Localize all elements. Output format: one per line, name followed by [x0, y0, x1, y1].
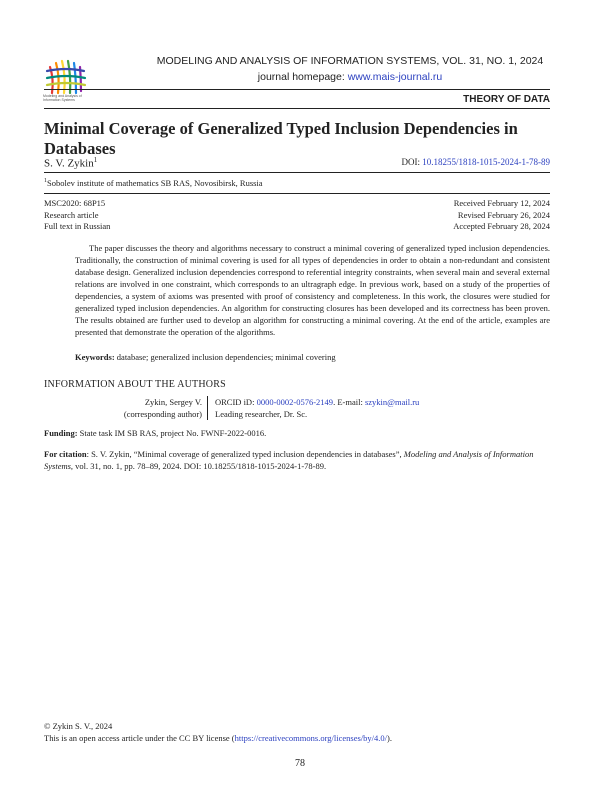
section-label: THEORY OF DATA: [463, 94, 550, 105]
keywords-label: Keywords:: [75, 352, 115, 362]
affiliation-text: Sobolev institute of mathematics SB RAS, Novosibirsk, Russia: [47, 178, 263, 188]
journal-title: MODELING AND ANALYSIS OF INFORMATION SYSTEMS, VOL. 31, NO. 1, 2024: [156, 55, 544, 67]
funding-text: State task IM SB RAS, project No. FWNF-2022-0016.: [77, 428, 267, 438]
msc-code: MSC2020: 68P15: [44, 198, 106, 208]
page-number: 78: [295, 758, 305, 769]
affiliation-sup: 1: [44, 178, 47, 185]
article-meta: [44, 198, 110, 233]
license-link[interactable]: https://creativecommons.org/licenses/by/4.0/: [234, 733, 387, 743]
doi-label: DOI:: [401, 157, 423, 167]
license-end: ).: [387, 733, 392, 743]
citation: [44, 448, 550, 472]
article-dates: [453, 198, 550, 233]
author-line: [44, 156, 97, 170]
author-role: (corresponding author): [123, 409, 202, 419]
citation-label: For citation: [44, 449, 87, 459]
doi: [402, 157, 551, 167]
email-label: . E-mail:: [333, 397, 365, 407]
divider: [44, 193, 550, 194]
received-date: Received February 12, 2024: [453, 198, 550, 208]
revised-date: Revised February 26, 2024: [457, 209, 550, 220]
authors-heading: INFORMATION ABOUT THE AUTHORS: [44, 379, 226, 390]
author-divider: [207, 396, 208, 420]
keywords-text: database; generalized inclusion dependencies; minimal covering: [114, 352, 336, 362]
author-sup: 1: [93, 156, 98, 164]
orcid-link[interactable]: 0000-0002-0576-2149: [256, 397, 334, 407]
license-text: This is an open access article under the CC BY license (: [44, 733, 235, 743]
abstract: The paper discusses the theory and algorithms necessary to construct a minimal covering of generalized typed inclusion dependencies. Traditionally, the construction of minimal covering is used for all types of dependencies in order to obtain a non-redundant and consistent database design. Generalized inclusion dependencies correspond to referential integrity constraints, when several main and several external relations are involved in one constraint, which corresponds to an ultragraph edge. In previous work, based on a study of the properties of dependencies, a system of axioms was presented with proof of consistency and completeness. In this work, the closures were studied for generalized typed inclusion dependencies. An algorithm for constructing closures has been developed and its correctness has been proven. The results obtained are further used to develop an algorithm for constructing a minimal covering. At the end of the article, examples are presented that demonstrate the operation of the algorithms.: [75, 243, 550, 337]
email-link[interactable]: szykin@mail.ru: [364, 397, 420, 407]
paper-title: Minimal Coverage of Generalized Typed Inclusion Dependencies in Databases: [44, 119, 518, 158]
citation-text-end: , vol. 31, no. 1, pp. 78–89, 2024. DOI: 10.18255/1818-1015-2024-1-78-89.: [70, 461, 327, 471]
license-line: [44, 732, 392, 744]
homepage-label: journal homepage:: [257, 71, 348, 83]
article-language: Full text in Russian: [44, 221, 111, 231]
homepage-link[interactable]: www.mais-journal.ru: [347, 71, 443, 83]
author-identity: [44, 396, 202, 420]
logo-caption: Modeling and Analysis of Information Systems: [43, 94, 82, 102]
funding-label: Funding:: [44, 428, 78, 438]
funding: [44, 428, 266, 438]
affiliation: [44, 178, 263, 188]
copyright: © Zykin S. V., 2024: [44, 721, 113, 731]
author-name: S. V. Zykin: [44, 157, 94, 170]
author-position: Leading researcher, Dr. Sc.: [215, 409, 308, 419]
author-full-name: Zykin, Sergey V.: [144, 397, 202, 407]
doi-link[interactable]: 10.18255/1818-1015-2024-1-78-89: [422, 157, 550, 167]
section-rule: [44, 108, 550, 109]
citation-text: : S. V. Zykin, “Minimal coverage of generalized typed inclusion dependencies in databases”,: [86, 449, 404, 459]
author-details: [215, 396, 419, 420]
header-rule: [44, 89, 550, 90]
copyright-block: [44, 720, 392, 744]
citation-journal: Modeling and Analysis of Information Systems: [44, 449, 534, 471]
journal-homepage: [130, 71, 570, 83]
orcid-label: ORCID iD:: [215, 397, 257, 407]
divider: [44, 172, 550, 173]
accepted-date: Accepted February 28, 2024: [453, 221, 550, 231]
keywords: [75, 352, 550, 362]
article-type: Research article: [44, 209, 99, 220]
